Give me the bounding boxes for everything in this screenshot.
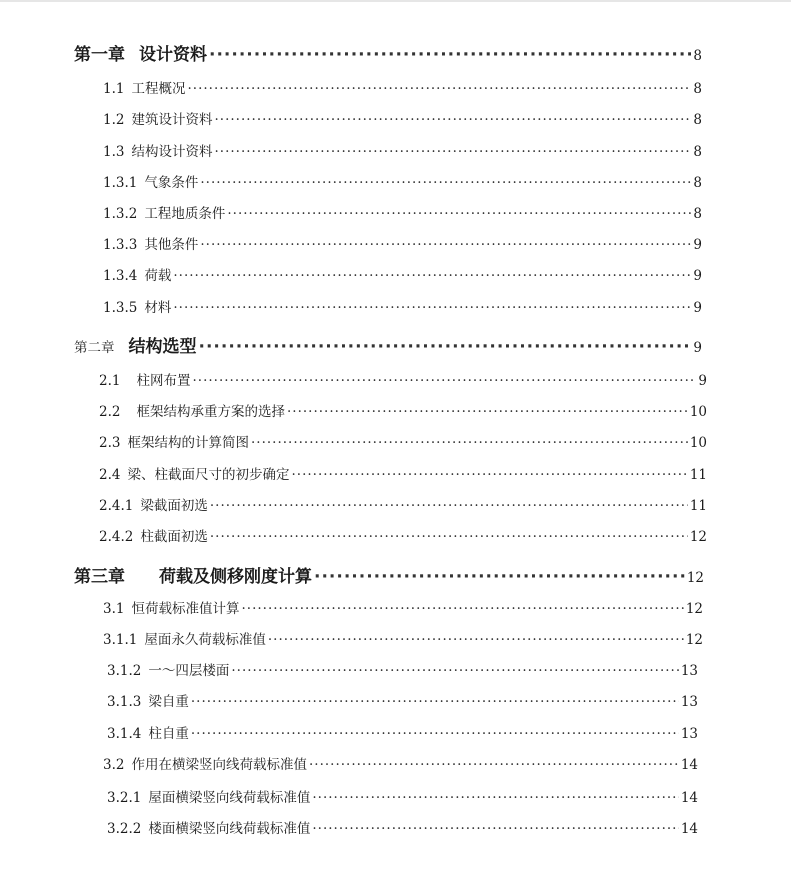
dot-leader bbox=[312, 790, 678, 806]
toc-entry-page: 9 bbox=[698, 373, 707, 389]
dot-leader bbox=[231, 663, 678, 679]
toc-entry-3-2[interactable] bbox=[103, 753, 698, 773]
dot-leader bbox=[210, 498, 688, 514]
toc-entry-number: 2.4.1 bbox=[99, 498, 134, 514]
toc-entry-title: 荷载 bbox=[144, 268, 172, 284]
toc-entry-number: 3.2 bbox=[103, 757, 125, 773]
toc-entry-1-1[interactable] bbox=[103, 77, 702, 97]
dot-leader bbox=[309, 757, 679, 773]
toc-entry-page: 14 bbox=[680, 821, 698, 837]
toc-entry-page: 13 bbox=[680, 663, 698, 679]
toc-entry-1-3-4[interactable] bbox=[103, 264, 702, 284]
toc-entry-title: 梁自重 bbox=[148, 694, 189, 710]
toc-entry-title: 框架结构承重方案的选择 bbox=[136, 404, 285, 420]
toc-entry-3-1[interactable] bbox=[103, 597, 703, 617]
toc-entry-page: 9 bbox=[693, 340, 702, 356]
toc-entry-number: 1.3 bbox=[103, 144, 125, 160]
toc-entry-title: 一～四层楼面 bbox=[148, 663, 230, 679]
toc-entry-2-2[interactable] bbox=[99, 400, 707, 420]
toc-entry-number: 3.1.4 bbox=[107, 726, 142, 742]
toc-entry-number: 3.1.3 bbox=[107, 694, 142, 710]
toc-entry-number: 第三章 bbox=[74, 567, 125, 587]
toc-entry-chapter-1[interactable] bbox=[74, 40, 702, 65]
toc-entry-title: 楼面横梁竖向线荷载标准值 bbox=[148, 821, 311, 837]
toc-entry-page: 9 bbox=[693, 237, 702, 253]
toc-entry-1-3-2[interactable] bbox=[103, 202, 702, 222]
dot-leader bbox=[192, 373, 696, 389]
toc-entry-number: 1.3.4 bbox=[103, 268, 138, 284]
toc-entry-1-2[interactable] bbox=[103, 108, 702, 128]
toc-entry-title: 柱自重 bbox=[148, 726, 189, 742]
dot-leader bbox=[291, 467, 687, 483]
toc-entry-title: 气象条件 bbox=[144, 175, 199, 191]
toc-entry-title: 恒荷载标准值计算 bbox=[131, 601, 240, 617]
toc-entry-title: 工程概况 bbox=[131, 81, 186, 97]
toc-entry-page: 8 bbox=[693, 175, 702, 191]
toc-entry-2-3[interactable] bbox=[99, 431, 707, 451]
toc-entry-page: 8 bbox=[693, 112, 702, 128]
dot-leader bbox=[241, 601, 683, 617]
toc-entry-title: 荷载及侧移刚度计算 bbox=[159, 567, 312, 587]
toc-entry-title: 材料 bbox=[144, 300, 172, 316]
toc-entry-page: 14 bbox=[680, 757, 698, 773]
toc-entry-number: 1.3.5 bbox=[103, 300, 138, 316]
toc-entry-1-3-3[interactable] bbox=[103, 233, 702, 253]
toc-entry-page: 12 bbox=[689, 529, 707, 545]
dot-leader bbox=[187, 81, 691, 97]
toc-entry-2-1[interactable] bbox=[99, 369, 707, 389]
toc-entry-title: 屋面横梁竖向线荷载标准值 bbox=[148, 790, 311, 806]
toc-entry-number: 2.4.2 bbox=[99, 529, 134, 545]
dot-leader bbox=[314, 567, 685, 587]
toc-entry-title: 柱截面初选 bbox=[140, 529, 208, 545]
toc-entry-3-2-1[interactable] bbox=[107, 786, 698, 806]
dot-leader bbox=[200, 175, 691, 191]
toc-entry-page: 8 bbox=[693, 48, 702, 64]
toc-entry-page: 10 bbox=[689, 435, 707, 451]
toc-entry-number: 1.3.2 bbox=[103, 206, 138, 222]
dot-leader bbox=[209, 45, 691, 65]
toc-entry-title: 结构设计资料 bbox=[131, 144, 213, 160]
toc-entry-title: 其他条件 bbox=[144, 237, 199, 253]
toc-entry-2-4-1[interactable] bbox=[99, 494, 707, 514]
dot-leader bbox=[214, 112, 691, 128]
toc-entry-page: 8 bbox=[693, 81, 702, 97]
toc-entry-title: 作用在横梁竖向线荷载标准值 bbox=[131, 757, 307, 773]
toc-entry-page: 12 bbox=[685, 632, 703, 648]
toc-entry-3-1-1[interactable] bbox=[103, 628, 703, 648]
dot-leader bbox=[173, 300, 691, 316]
toc-entry-page: 13 bbox=[680, 726, 698, 742]
toc-entry-page: 8 bbox=[693, 206, 702, 222]
toc-entry-number: 2.2 bbox=[99, 404, 121, 420]
dot-leader bbox=[210, 529, 688, 545]
toc-entry-number: 3.1.1 bbox=[103, 632, 138, 648]
toc-entry-number: 第一章 bbox=[74, 45, 125, 65]
toc-entry-title: 工程地质条件 bbox=[144, 206, 226, 222]
toc-entry-title: 建筑设计资料 bbox=[131, 112, 213, 128]
toc-entry-number: 3.1.2 bbox=[107, 663, 142, 679]
dot-leader bbox=[287, 404, 688, 420]
toc-entry-3-1-3[interactable] bbox=[107, 690, 698, 710]
toc-entry-page: 8 bbox=[693, 144, 702, 160]
toc-entry-title: 柱网布置 bbox=[136, 373, 191, 389]
toc-entry-3-1-2[interactable] bbox=[107, 659, 698, 679]
dot-leader bbox=[214, 144, 691, 160]
toc-entry-page: 9 bbox=[693, 300, 702, 316]
dot-leader bbox=[268, 632, 684, 648]
toc-entry-number: 1.1 bbox=[103, 81, 125, 97]
dot-leader bbox=[251, 435, 688, 451]
toc-entry-page: 14 bbox=[680, 790, 698, 806]
toc-entry-title: 梁截面初选 bbox=[140, 498, 208, 514]
dot-leader bbox=[191, 694, 679, 710]
toc-entry-title: 结构选型 bbox=[128, 337, 197, 357]
toc-entry-number: 3.2.1 bbox=[107, 790, 142, 806]
toc-entry-page: 9 bbox=[693, 268, 702, 284]
dot-leader bbox=[191, 726, 679, 742]
dot-leader bbox=[173, 268, 691, 284]
toc-entry-chapter-3[interactable] bbox=[74, 562, 704, 587]
toc-entry-number: 1.3.1 bbox=[103, 175, 138, 191]
toc-entry-3-2-2[interactable] bbox=[107, 817, 698, 837]
toc-entry-3-1-4[interactable] bbox=[107, 722, 698, 742]
dot-leader bbox=[227, 206, 691, 222]
toc-entry-1-3-5[interactable] bbox=[103, 296, 702, 316]
dot-leader bbox=[312, 821, 678, 837]
toc-entry-number: 3.2.2 bbox=[107, 821, 142, 837]
toc-entry-page: 13 bbox=[680, 694, 698, 710]
toc-entry-number: 第二章 bbox=[74, 340, 115, 356]
toc-entry-1-3[interactable] bbox=[103, 140, 702, 160]
toc-entry-title: 设计资料 bbox=[139, 45, 207, 65]
toc-entry-number: 1.2 bbox=[103, 112, 125, 128]
toc-entry-title: 框架结构的计算简图 bbox=[127, 435, 249, 451]
toc-entry-2-4-2[interactable] bbox=[99, 525, 707, 545]
toc-entry-page: 11 bbox=[689, 467, 707, 483]
toc-entry-2-4[interactable] bbox=[99, 463, 707, 483]
toc-entry-number: 1.3.3 bbox=[103, 237, 138, 253]
dot-leader bbox=[199, 337, 692, 357]
toc-entry-title: 屋面永久荷载标准值 bbox=[144, 632, 266, 648]
toc-entry-page: 10 bbox=[689, 404, 707, 420]
toc-entry-title: 梁、柱截面尺寸的初步确定 bbox=[127, 467, 290, 483]
toc-entry-page: 12 bbox=[685, 601, 703, 617]
toc-entry-number: 2.3 bbox=[99, 435, 121, 451]
toc-entry-number: 2.1 bbox=[99, 373, 121, 389]
toc-entry-1-3-1[interactable] bbox=[103, 171, 702, 191]
toc-entry-page: 11 bbox=[689, 498, 707, 514]
toc-entry-page: 12 bbox=[686, 570, 704, 586]
toc-entry-chapter-2[interactable] bbox=[74, 332, 702, 357]
toc-entry-number: 3.1 bbox=[103, 601, 125, 617]
toc-entry-number: 2.4 bbox=[99, 467, 121, 483]
dot-leader bbox=[200, 237, 691, 253]
